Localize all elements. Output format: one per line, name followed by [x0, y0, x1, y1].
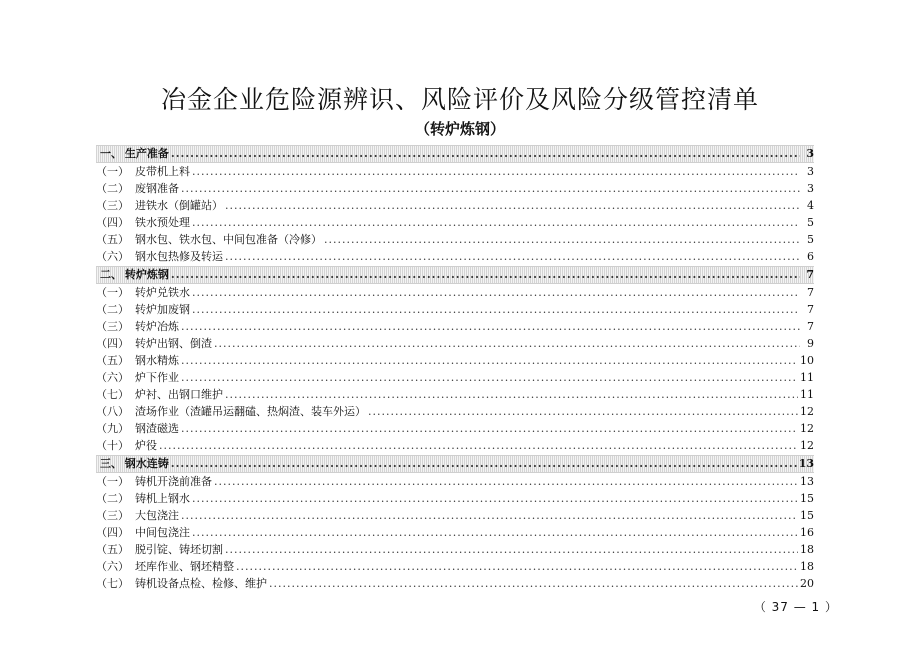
- toc-entry-row[interactable]: [96, 524, 814, 541]
- toc-page-number: 15: [800, 491, 814, 505]
- toc-label: 中间包浇注: [135, 525, 190, 539]
- toc-number: （一）: [96, 285, 129, 299]
- toc-entry-row[interactable]: [96, 197, 814, 214]
- toc-entry-row[interactable]: [96, 420, 814, 437]
- toc-leader-dots: [181, 420, 798, 437]
- toc-number: （二）: [96, 491, 129, 505]
- toc-page-number: 4: [807, 199, 814, 213]
- toc-label: 钢水精炼: [135, 353, 179, 367]
- toc-entry-row[interactable]: [96, 575, 814, 592]
- toc-label: 转炉加废钢: [135, 302, 190, 316]
- toc-page-number: 3: [807, 165, 814, 178]
- toc-number: 三、: [100, 456, 122, 470]
- toc-entry-row[interactable]: [96, 231, 814, 248]
- toc-leader-dots: [171, 267, 800, 283]
- toc-leader-dots: [192, 163, 800, 180]
- toc-leader-dots: [192, 284, 800, 301]
- toc-leader-dots: [171, 146, 800, 162]
- toc-page-number: 3: [806, 147, 814, 160]
- toc-entry-row[interactable]: [96, 214, 814, 231]
- toc-leader-dots: [225, 541, 798, 558]
- toc-label: 生产准备: [124, 147, 169, 160]
- table-of-contents: [96, 145, 814, 592]
- toc-leader-dots: [159, 437, 798, 454]
- toc-page-number: 16: [800, 525, 814, 539]
- toc-label: 脱引锭、铸坯切割: [135, 542, 223, 556]
- toc-page-number: 3: [807, 182, 814, 196]
- toc-label: 皮带机上料: [135, 165, 190, 178]
- toc-entry-row[interactable]: [96, 541, 814, 558]
- toc-leader-dots: [181, 507, 798, 524]
- toc-number: 一、: [100, 147, 122, 160]
- toc-label: 炉下作业: [135, 371, 179, 385]
- toc-label: 转炉出钢、倒渣: [135, 336, 212, 350]
- toc-section-row[interactable]: [96, 455, 814, 473]
- toc-page-number: 13: [800, 474, 814, 488]
- toc-entry-row[interactable]: [96, 163, 814, 180]
- toc-number: （三）: [96, 199, 129, 213]
- toc-page-number: 12: [800, 405, 814, 419]
- toc-label: 钢水连铸: [124, 456, 169, 470]
- toc-page-number: 18: [800, 542, 814, 556]
- toc-page-number: 12: [800, 422, 814, 436]
- toc-label: 转炉冶炼: [135, 319, 179, 333]
- toc-label: 铁水预处理: [135, 216, 190, 230]
- toc-leader-dots: [181, 369, 798, 386]
- toc-section-row[interactable]: [96, 145, 814, 163]
- toc-entry-row[interactable]: [96, 403, 814, 420]
- toc-leader-dots: [225, 197, 800, 214]
- toc-label: 炉役: [135, 439, 157, 453]
- toc-entry-row[interactable]: [96, 507, 814, 524]
- toc-number: （八）: [96, 405, 129, 419]
- toc-label: 渣场作业（渣罐吊运翻磕、热焖渣、装车外运）: [135, 405, 366, 419]
- toc-entry-row[interactable]: [96, 284, 814, 301]
- toc-label: 钢水包、铁水包、中间包准备（冷修）: [135, 233, 322, 247]
- toc-page-number: 20: [800, 577, 814, 591]
- toc-number: （六）: [96, 250, 129, 264]
- toc-label: 铸机设备点检、检修、维护: [135, 577, 267, 591]
- toc-page-number: 11: [800, 371, 814, 385]
- toc-page-number: 7: [807, 319, 814, 333]
- toc-leader-dots: [324, 231, 800, 248]
- toc-number: （五）: [96, 542, 129, 556]
- toc-number: （六）: [96, 559, 129, 573]
- toc-leader-dots: [214, 473, 798, 490]
- toc-entry-row[interactable]: [96, 180, 814, 197]
- toc-number: （七）: [96, 577, 129, 591]
- toc-number: （四）: [96, 336, 129, 350]
- toc-number: （四）: [96, 525, 129, 539]
- toc-page-number: 7: [807, 285, 814, 299]
- toc-leader-dots: [368, 403, 798, 420]
- toc-page-number: 13: [798, 456, 814, 470]
- toc-number: （二）: [96, 182, 129, 196]
- toc-number: （十）: [96, 439, 129, 453]
- toc-page-number: 18: [800, 559, 814, 573]
- toc-leader-dots: [192, 524, 798, 541]
- toc-entry-row[interactable]: [96, 369, 814, 386]
- toc-number: （一）: [96, 474, 129, 488]
- toc-number: （九）: [96, 422, 129, 436]
- toc-leader-dots: [192, 301, 800, 318]
- document-title: 冶金企业危险源辨识、风险评价及风险分级管控清单: [160, 85, 759, 114]
- toc-page-number: 5: [807, 216, 814, 230]
- toc-page-number: 9: [807, 336, 814, 350]
- toc-label: 炉衬、出钢口维护: [135, 388, 223, 402]
- toc-entry-row[interactable]: [96, 558, 814, 575]
- toc-number: （六）: [96, 371, 129, 385]
- toc-entry-row[interactable]: [96, 490, 814, 507]
- toc-entry-row[interactable]: [96, 352, 814, 369]
- toc-label: 废钢准备: [135, 182, 179, 196]
- toc-section-row[interactable]: [96, 266, 814, 284]
- toc-page-number: 7: [806, 267, 814, 281]
- toc-label: 铸机上钢水: [135, 491, 190, 505]
- toc-entry-row[interactable]: [96, 473, 814, 490]
- toc-leader-dots: [171, 456, 797, 472]
- toc-number: （三）: [96, 319, 129, 333]
- toc-page-number: 10: [800, 353, 814, 367]
- toc-leader-dots: [225, 386, 798, 403]
- toc-leader-dots: [181, 352, 798, 369]
- toc-page-number: 5: [807, 233, 814, 247]
- toc-leader-dots: [225, 248, 800, 265]
- toc-entry-row[interactable]: [96, 335, 814, 352]
- toc-number: （五）: [96, 233, 129, 247]
- toc-entry-row[interactable]: [96, 301, 814, 318]
- toc-page-number: 7: [807, 302, 814, 316]
- toc-number: （五）: [96, 353, 129, 367]
- toc-label: 大包浇注: [135, 508, 179, 522]
- toc-leader-dots: [192, 214, 800, 231]
- toc-page-number: 11: [800, 388, 814, 402]
- toc-leader-dots: [214, 335, 800, 352]
- toc-leader-dots: [269, 575, 798, 592]
- document-subtitle: （转炉炼钢）: [414, 120, 505, 138]
- toc-page-number: 6: [807, 250, 814, 264]
- toc-label: 钢水包热修及转运: [135, 250, 223, 264]
- toc-label: 转炉兑铁水: [135, 285, 190, 299]
- toc-page-number: 15: [800, 508, 814, 522]
- toc-entry-row[interactable]: [96, 318, 814, 335]
- toc-entry-row[interactable]: [96, 248, 814, 265]
- toc-number: （七）: [96, 388, 129, 402]
- toc-entry-row[interactable]: [96, 437, 814, 454]
- toc-label: 铸机开浇前准备: [135, 474, 212, 488]
- toc-page-number: 12: [800, 439, 814, 453]
- toc-number: 二、: [100, 267, 122, 281]
- toc-label: 转炉炼钢: [124, 267, 169, 281]
- toc-number: （四）: [96, 216, 129, 230]
- toc-leader-dots: [192, 490, 798, 507]
- toc-leader-dots: [236, 558, 798, 575]
- toc-leader-dots: [181, 318, 800, 335]
- toc-label: 坯库作业、钢坯精整: [135, 559, 234, 573]
- toc-entry-row[interactable]: [96, 386, 814, 403]
- toc-number: （三）: [96, 508, 129, 522]
- toc-number: （一）: [96, 165, 129, 178]
- toc-label: 钢渣磁选: [135, 422, 179, 436]
- toc-leader-dots: [181, 180, 800, 197]
- page-footer: （ 37 — 1 ）: [753, 600, 838, 614]
- toc-number: （二）: [96, 302, 129, 316]
- toc-label: 进铁水（倒罐站）: [135, 199, 223, 213]
